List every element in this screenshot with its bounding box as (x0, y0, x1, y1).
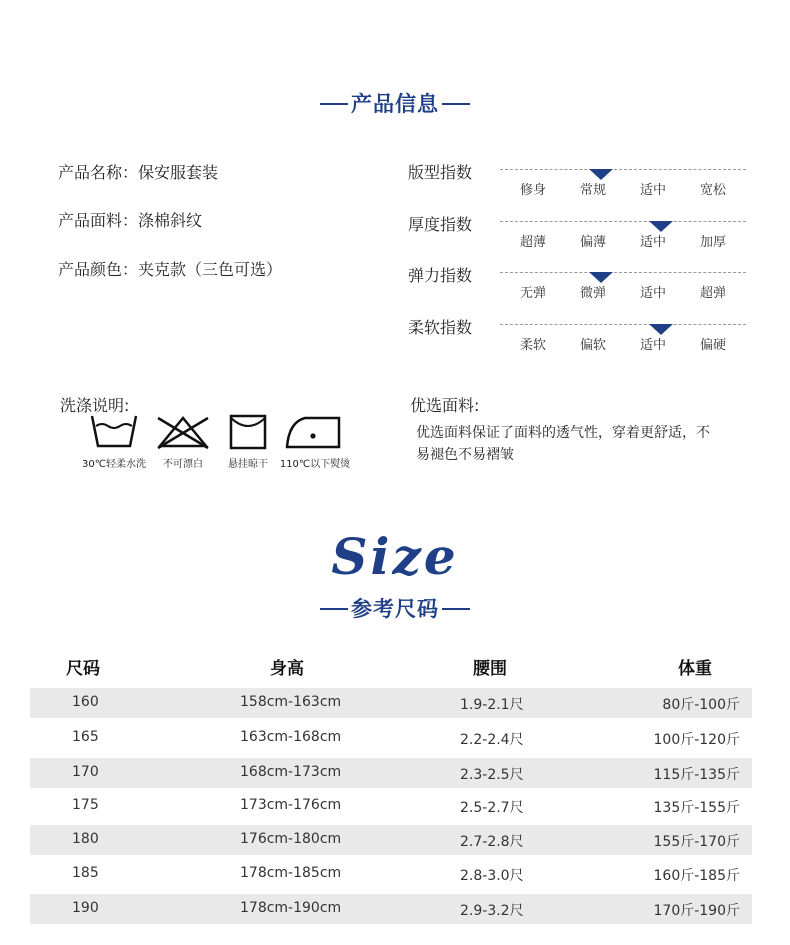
size-title-text: 参考尺码 (351, 597, 439, 621)
washing-title: 洗涤说明: (60, 396, 130, 415)
title-dash-left (320, 103, 348, 105)
index-option: 无弹 (519, 286, 546, 301)
fabric-description: 优选面料保证了面料的透气性，穿着更舒适，不易褪色不易褶皱 (416, 425, 710, 463)
index-option: 宽松 (699, 183, 726, 198)
index-option: 微弹 (579, 286, 606, 301)
size-title (0, 593, 790, 623)
cell-size: 175 (72, 797, 99, 813)
product-fabric-line: 产品面料：涤棉斜纹 (58, 211, 203, 230)
cell-weight: 170斤-190斤 (653, 903, 740, 919)
wash-caption-2: 不可漂白 (163, 459, 203, 470)
cell-size: 185 (72, 865, 99, 881)
cell-height: 176cm-180cm (240, 831, 342, 847)
cell-size: 160 (72, 694, 99, 710)
index-label: 厚度指数 (408, 215, 473, 234)
index-block (408, 212, 753, 260)
index-dashed-line (500, 272, 746, 273)
cell-height: 163cm-168cm (240, 729, 342, 745)
wash-tub-icon (90, 414, 138, 450)
index-block (408, 160, 753, 208)
cell-height: 178cm-185cm (240, 865, 342, 881)
size-logo (0, 530, 790, 584)
table-row (30, 859, 752, 889)
cell-weight: 115斤-135斤 (653, 767, 740, 783)
index-option: 超弹 (699, 286, 726, 301)
header-size: 尺码 (66, 659, 100, 679)
index-option: 适中 (639, 235, 666, 250)
cell-size: 170 (72, 764, 99, 780)
cell-waist: 2.3-2.5尺 (460, 767, 524, 783)
cell-waist: 2.2-2.4尺 (460, 732, 524, 748)
header-weight: 体重 (678, 659, 712, 679)
cell-size: 190 (72, 900, 99, 916)
cell-weight: 80斤-100斤 (662, 697, 740, 713)
product-info-title (0, 88, 790, 118)
index-dashed-line (500, 324, 746, 325)
index-option: 适中 (639, 183, 666, 198)
iron-icon (283, 414, 341, 450)
cell-waist: 2.7-2.8尺 (460, 834, 524, 850)
index-dashed-line (500, 221, 746, 222)
index-option: 适中 (639, 286, 666, 301)
cell-height: 168cm-173cm (240, 764, 342, 780)
cell-weight: 135斤-155斤 (653, 800, 740, 816)
index-option: 柔软 (519, 338, 546, 353)
index-option: 偏硬 (699, 338, 726, 353)
cell-size: 165 (72, 729, 99, 745)
cell-weight: 160斤-185斤 (653, 868, 740, 884)
index-label: 柔软指数 (408, 318, 473, 337)
cell-height: 178cm-190cm (240, 900, 342, 916)
cell-waist: 2.8-3.0尺 (460, 868, 524, 884)
table-row (30, 723, 752, 753)
cell-waist: 2.9-3.2尺 (460, 903, 524, 919)
index-option: 偏软 (579, 338, 606, 353)
size-logo-text: Size (331, 530, 459, 584)
index-block (408, 263, 753, 311)
index-option: 适中 (639, 338, 666, 353)
cell-waist: 1.9-2.1尺 (460, 697, 524, 713)
index-option: 偏薄 (579, 235, 606, 250)
index-label: 版型指数 (408, 163, 473, 182)
no-bleach-icon (154, 414, 212, 450)
index-block (408, 315, 753, 363)
cell-weight: 100斤-120斤 (653, 732, 740, 748)
table-row (30, 825, 752, 855)
product-name-line: 产品名称：保安服套装 (58, 163, 219, 182)
table-row (30, 758, 752, 788)
header-waist: 腰围 (473, 659, 507, 679)
cell-height: 158cm-163cm (240, 694, 342, 710)
index-option: 常规 (579, 183, 606, 198)
wash-caption-1: 30℃轻柔水洗 (82, 459, 146, 470)
index-option: 加厚 (699, 235, 726, 250)
wash-caption-4: 110℃以下熨烫 (279, 459, 351, 470)
index-label: 弹力指数 (408, 266, 473, 285)
title-dash-right (442, 103, 470, 105)
size-dash-left (320, 608, 348, 610)
header-height: 身高 (270, 659, 304, 679)
table-row (30, 894, 752, 924)
size-dash-right (442, 608, 470, 610)
index-dashed-line (500, 169, 746, 170)
wash-caption-3: 悬挂晾干 (228, 459, 268, 470)
cell-weight: 155斤-170斤 (653, 834, 740, 850)
product-info-title-text: 产品信息 (351, 92, 439, 116)
cell-waist: 2.5-2.7尺 (460, 800, 524, 816)
index-option: 超薄 (519, 235, 546, 250)
table-row (30, 688, 752, 718)
cell-size: 180 (72, 831, 99, 847)
hang-dry-icon (229, 414, 267, 450)
product-color-line: 产品颜色：夹克款（三色可选） (58, 260, 283, 279)
fabric-title: 优选面料: (410, 396, 480, 415)
table-row (30, 791, 752, 821)
index-option: 修身 (519, 183, 546, 198)
cell-height: 173cm-176cm (240, 797, 342, 813)
